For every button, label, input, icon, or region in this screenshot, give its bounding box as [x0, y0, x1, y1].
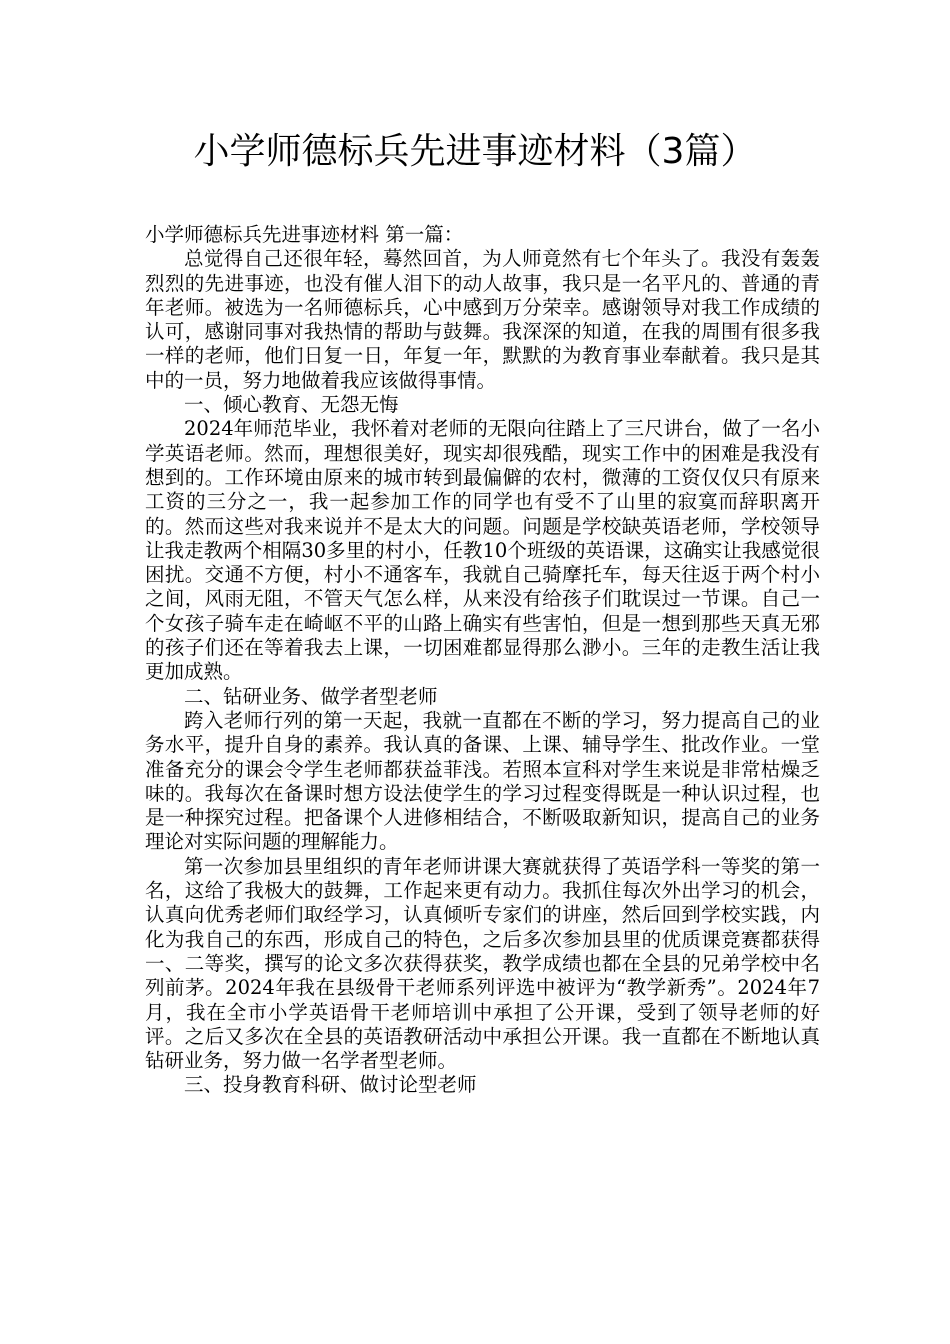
heading-1: 一、倾心教育、无怨无悔	[184, 393, 399, 417]
paragraph-study: 跨入老师行列的第一天起，我就一直都在不断的学习，努力提高自己的业务水平，提升自身的素养。我认真的备课、上课、辅导学生、批改作业。一堂准备充分的课会令学生老师都获益菲浅。若照本宣科对学生来说是非常枯燥乏味的。我每次在备课时想方设法使学生的学习过程变得既是一种认识过程，也是一种探究过程。把备课个人进修相结合，不断吸取新知识，提高自己的业务理论对实际问题的理解能力。	[145, 708, 820, 854]
document-body	[145, 223, 820, 1098]
heading-3: 三、投身教育科研、做讨论型老师	[184, 1073, 477, 1097]
section-label: 小学师德标兵先进事迹材料 第一篇：	[145, 223, 464, 246]
paragraph-teaching: 2024年师范毕业，我怀着对老师的无限向往踏上了三尺讲台，做了一名小学英语老师。然而，理想很美好，现实却很残酷，现实工作中的困难是我没有想到的。工作环境由原来的城市转到最偏僻的农村，微薄的工资仅仅只有原来工资的三分之一，我一起参加工作的同学也有受不了山里的寂寞而辞职离开的。然而这些对我来说并不是太大的问题。问题是学校缺英语老师，学校领导让我走教两个相隔30多里的村小，任教10个班级的英语课，这确实让我感觉很困扰。交通不方便，村小不通客车，我就自己骑摩托车，每天往返于两个村小之间，风雨无阻，不管天气怎么样，从来没有给孩子们耽误过一节课。自己一个女孩子骑车走在崎岖不平的山路上确实有些害怕，但是一想到那些天真无邪的孩子们还在等着我去上课，一切困难都显得那么渺小。三年的走教生活让我更加成熟。	[145, 417, 820, 684]
heading-2: 二、钻研业务、做学者型老师	[184, 684, 438, 708]
document-title: 小学师德标兵先进事迹材料（3篇）	[193, 131, 757, 172]
paragraph-intro: 总觉得自己还很年轻，蓦然回首，为人师竟然有七个年头了。我没有轰轰烈烈的先进事迹，也没有催人泪下的动人故事，我只是一名平凡的、普通的青年老师。被选为一名师德标兵，心中感到万分荣幸。感谢领导对我工作成绩的认可，感谢同事对我热情的帮助与鼓舞。我深深的知道，在我的周围有很多我一样的老师，他们日复一日，年复一年，默默的为教育事业奉献着。我只是其中的一员，努力地做着我应该做得事情。	[145, 247, 820, 392]
paragraph-awards: 第一次参加县里组织的青年老师讲课大赛就获得了英语学科一等奖的第一名，这给了我极大的鼓舞，工作起来更有动力。我抓住每次外出学习的机会，认真向优秀老师们取经学习，认真倾听专家们的讲座，然后回到学校实践，内化为我自己的东西，形成自己的特色，之后多次参加县里的优质课竞赛都获得一、二等奖，撰写的论文多次获得获奖，教学成绩也都在全县的兄弟学校中名列前茅。2024年我在县级骨干老师系列评选中被评为“教学新秀”。2024年7月，我在全市小学英语骨干老师培训中承担了公开课，受到了领导老师的好评。之后又多次在全县的英语教研活动中承担公开课。我一直都在不断地认真钻研业务，努力做一名学者型老师。	[145, 854, 820, 1073]
